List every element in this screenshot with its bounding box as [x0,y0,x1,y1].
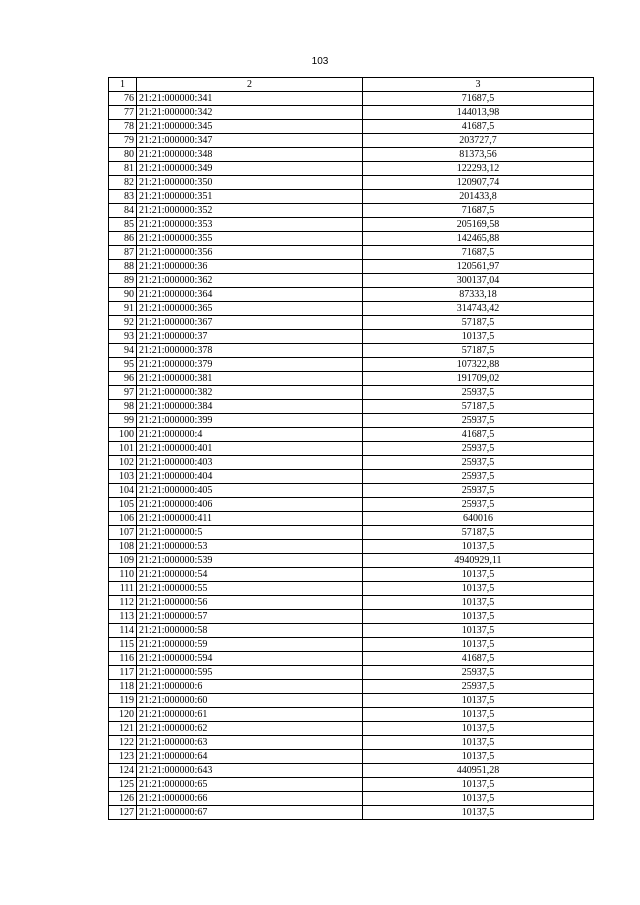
cadastral-number: 21:21:000000:378 [137,344,363,358]
area-value: 10137,5 [363,792,594,806]
row-number: 118 [109,680,137,694]
table-row [109,442,594,456]
header-col-2: 2 [137,78,363,92]
table-row [109,666,594,680]
table-row [109,764,594,778]
row-number: 88 [109,260,137,274]
cadastral-number: 21:21:000000:594 [137,652,363,666]
row-number: 90 [109,288,137,302]
cadastral-number: 21:21:000000:37 [137,330,363,344]
row-number: 104 [109,484,137,498]
cadastral-number: 21:21:000000:404 [137,470,363,484]
area-value: 10137,5 [363,596,594,610]
cadastral-number: 21:21:000000:64 [137,750,363,764]
cadastral-number: 21:21:000000:54 [137,568,363,582]
row-number: 106 [109,512,137,526]
area-value: 25937,5 [363,386,594,400]
row-number: 96 [109,372,137,386]
row-number: 92 [109,316,137,330]
area-value: 57187,5 [363,316,594,330]
table-row [109,134,594,148]
table-row [109,638,594,652]
cadastral-number: 21:21:000000:353 [137,218,363,232]
table-row [109,372,594,386]
table-row [109,554,594,568]
table-row [109,92,594,106]
table-row [109,624,594,638]
area-value: 120907,74 [363,176,594,190]
row-number: 86 [109,232,137,246]
area-value: 120561,97 [363,260,594,274]
area-value: 203727,7 [363,134,594,148]
area-value: 25937,5 [363,470,594,484]
page-number: 103 [311,56,329,67]
row-number: 76 [109,92,137,106]
cadastral-number: 21:21:000000:351 [137,190,363,204]
row-number: 114 [109,624,137,638]
area-value: 10137,5 [363,638,594,652]
table-row [109,358,594,372]
row-number: 91 [109,302,137,316]
row-number: 111 [109,582,137,596]
cadastral-number: 21:21:000000:399 [137,414,363,428]
area-value: 205169,58 [363,218,594,232]
table-row [109,484,594,498]
cadastral-number: 21:21:000000:57 [137,610,363,624]
table-row [109,190,594,204]
row-number: 124 [109,764,137,778]
cadastral-number: 21:21:000000:60 [137,694,363,708]
table-row [109,204,594,218]
table-row [109,148,594,162]
row-number: 121 [109,722,137,736]
table-row [109,330,594,344]
row-number: 81 [109,162,137,176]
area-value: 87333,18 [363,288,594,302]
area-value: 107322,88 [363,358,594,372]
area-value: 640016 [363,512,594,526]
cadastral-number: 21:21:000000:341 [137,92,363,106]
cadastral-number: 21:21:000000:61 [137,708,363,722]
row-number: 126 [109,792,137,806]
table-row [109,596,594,610]
area-value: 144013,98 [363,106,594,120]
row-number: 94 [109,344,137,358]
area-value: 10137,5 [363,806,594,820]
cadastral-number: 21:21:000000:58 [137,624,363,638]
cadastral-number: 21:21:000000:643 [137,764,363,778]
row-number: 98 [109,400,137,414]
area-value: 41687,5 [363,120,594,134]
table-row [109,302,594,316]
row-number: 101 [109,442,137,456]
row-number: 112 [109,596,137,610]
area-value: 10137,5 [363,750,594,764]
cadastral-number: 21:21:000000:352 [137,204,363,218]
area-value: 71687,5 [363,204,594,218]
table-row [109,526,594,540]
table-header-row [109,78,594,92]
row-number: 103 [109,470,137,484]
table-row [109,736,594,750]
table-row [109,610,594,624]
area-value: 71687,5 [363,246,594,260]
cadastral-number: 21:21:000000:356 [137,246,363,260]
table-row [109,806,594,820]
area-value: 25937,5 [363,442,594,456]
table-row [109,722,594,736]
row-number: 87 [109,246,137,260]
area-value: 122293,12 [363,162,594,176]
cadastral-number: 21:21:000000:350 [137,176,363,190]
table-row [109,344,594,358]
cadastral-number: 21:21:000000:36 [137,260,363,274]
table-row [109,120,594,134]
header-col-3: 3 [363,78,594,92]
cadastral-number: 21:21:000000:403 [137,456,363,470]
row-number: 102 [109,456,137,470]
area-value: 41687,5 [363,428,594,442]
area-value: 10137,5 [363,708,594,722]
area-value: 10137,5 [363,582,594,596]
area-value: 25937,5 [363,680,594,694]
table-row [109,428,594,442]
table-row [109,750,594,764]
area-value: 10137,5 [363,610,594,624]
cadastral-number: 21:21:000000:382 [137,386,363,400]
row-number: 77 [109,106,137,120]
row-number: 89 [109,274,137,288]
cadastral-number: 21:21:000000:367 [137,316,363,330]
cadastral-number: 21:21:000000:401 [137,442,363,456]
row-number: 82 [109,176,137,190]
cadastral-number: 21:21:000000:4 [137,428,363,442]
area-value: 57187,5 [363,526,594,540]
cadastral-number: 21:21:000000:379 [137,358,363,372]
table-row [109,288,594,302]
row-number: 123 [109,750,137,764]
row-number: 105 [109,498,137,512]
table-row [109,540,594,554]
cadastral-number: 21:21:000000:55 [137,582,363,596]
row-number: 117 [109,666,137,680]
cadastral-number: 21:21:000000:66 [137,792,363,806]
area-value: 191709,02 [363,372,594,386]
table-row [109,176,594,190]
cadastral-number: 21:21:000000:67 [137,806,363,820]
table-row [109,512,594,526]
table-row [109,106,594,120]
area-value: 25937,5 [363,414,594,428]
cadastral-table [108,77,594,820]
cadastral-number: 21:21:000000:349 [137,162,363,176]
area-value: 440951,28 [363,764,594,778]
table-row [109,414,594,428]
area-value: 142465,88 [363,232,594,246]
cadastral-number: 21:21:000000:345 [137,120,363,134]
row-number: 83 [109,190,137,204]
table-row [109,498,594,512]
table-row [109,400,594,414]
area-value: 10137,5 [363,736,594,750]
area-value: 25937,5 [363,498,594,512]
area-value: 201433,8 [363,190,594,204]
cadastral-number: 21:21:000000:65 [137,778,363,792]
row-number: 119 [109,694,137,708]
row-number: 97 [109,386,137,400]
cadastral-number: 21:21:000000:53 [137,540,363,554]
cadastral-number: 21:21:000000:56 [137,596,363,610]
area-value: 10137,5 [363,540,594,554]
cadastral-number: 21:21:000000:381 [137,372,363,386]
table-row [109,162,594,176]
table-row [109,316,594,330]
row-number: 109 [109,554,137,568]
table-row [109,652,594,666]
table-row [109,680,594,694]
row-number: 120 [109,708,137,722]
area-value: 10137,5 [363,694,594,708]
table-row [109,260,594,274]
cadastral-number: 21:21:000000:405 [137,484,363,498]
row-number: 79 [109,134,137,148]
area-value: 10137,5 [363,330,594,344]
table-row [109,792,594,806]
row-number: 84 [109,204,137,218]
area-value: 25937,5 [363,666,594,680]
cadastral-number: 21:21:000000:63 [137,736,363,750]
area-value: 10137,5 [363,778,594,792]
cadastral-number: 21:21:000000:5 [137,526,363,540]
table-row [109,246,594,260]
row-number: 108 [109,540,137,554]
area-value: 81373,56 [363,148,594,162]
table-row [109,694,594,708]
area-value: 314743,42 [363,302,594,316]
area-value: 10137,5 [363,624,594,638]
row-number: 122 [109,736,137,750]
row-number: 125 [109,778,137,792]
table-row [109,568,594,582]
area-value: 25937,5 [363,484,594,498]
row-number: 113 [109,610,137,624]
cadastral-number: 21:21:000000:411 [137,512,363,526]
table-row [109,232,594,246]
area-value: 71687,5 [363,92,594,106]
cadastral-number: 21:21:000000:362 [137,274,363,288]
row-number: 99 [109,414,137,428]
cadastral-number: 21:21:000000:539 [137,554,363,568]
area-value: 57187,5 [363,344,594,358]
cadastral-number: 21:21:000000:364 [137,288,363,302]
cadastral-number: 21:21:000000:342 [137,106,363,120]
row-number: 116 [109,652,137,666]
table-row [109,582,594,596]
table-body [109,78,594,820]
row-number: 110 [109,568,137,582]
row-number: 80 [109,148,137,162]
area-value: 300137,04 [363,274,594,288]
table-row [109,386,594,400]
header-col-1: 1 [109,78,137,92]
row-number: 85 [109,218,137,232]
area-value: 41687,5 [363,652,594,666]
row-number: 78 [109,120,137,134]
cadastral-number: 21:21:000000:384 [137,400,363,414]
cadastral-number: 21:21:000000:348 [137,148,363,162]
cadastral-number: 21:21:000000:6 [137,680,363,694]
table-row [109,708,594,722]
area-value: 10137,5 [363,568,594,582]
table-row [109,456,594,470]
cadastral-number: 21:21:000000:595 [137,666,363,680]
row-number: 100 [109,428,137,442]
table-row [109,218,594,232]
row-number: 93 [109,330,137,344]
cadastral-number: 21:21:000000:347 [137,134,363,148]
table-row [109,274,594,288]
area-value: 57187,5 [363,400,594,414]
area-value: 4940929,11 [363,554,594,568]
area-value: 25937,5 [363,456,594,470]
row-number: 95 [109,358,137,372]
row-number: 107 [109,526,137,540]
area-value: 10137,5 [363,722,594,736]
table-row [109,778,594,792]
table-row [109,470,594,484]
cadastral-number: 21:21:000000:365 [137,302,363,316]
cadastral-number: 21:21:000000:406 [137,498,363,512]
cadastral-number: 21:21:000000:355 [137,232,363,246]
row-number: 115 [109,638,137,652]
row-number: 127 [109,806,137,820]
cadastral-number: 21:21:000000:59 [137,638,363,652]
cadastral-number: 21:21:000000:62 [137,722,363,736]
